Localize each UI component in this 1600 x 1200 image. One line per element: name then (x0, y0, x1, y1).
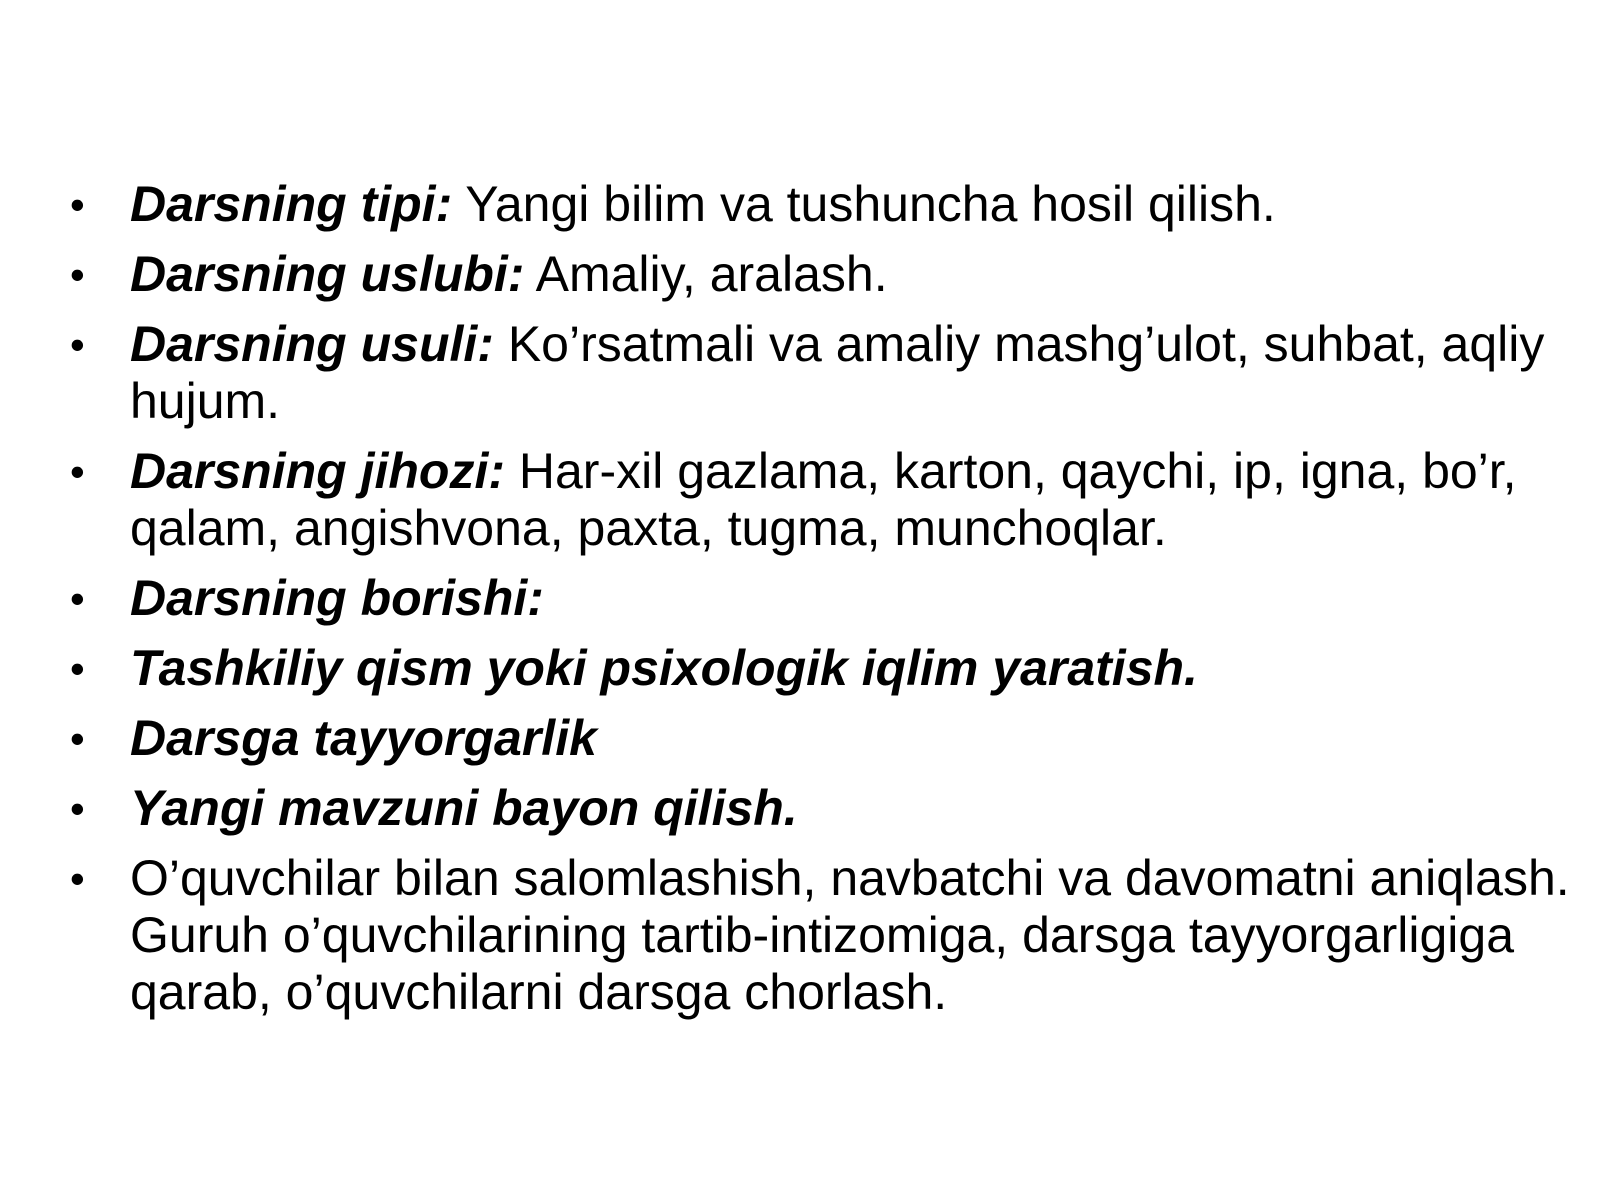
list-item-lesson-style (70, 246, 1570, 303)
list-item-greeting (70, 850, 1570, 1021)
bullet-dot: • (70, 321, 85, 368)
bullet-dot: • (70, 855, 85, 902)
list-item-organizational-part (70, 640, 1570, 697)
list-item-lesson-flow (70, 570, 1570, 627)
bullet-dot: • (70, 715, 85, 762)
item-label: Tashkiliy qism yoki psixologik iqlim yaratish. (130, 640, 1198, 696)
list-item-lesson-type (70, 176, 1570, 233)
bullet-dot: • (70, 181, 85, 228)
item-label: Darsning borishi: (130, 570, 544, 626)
item-text: Yangi bilim va tushuncha hosil qilish. (452, 176, 1276, 232)
item-text: O’quvchilar bilan salomlashish, navbatchi va davomatni aniqlash. Guruh o’quvchilarining tartib-intizomiga, darsga tayyorgarligiga qarab, o’quvchilarni darsga chorlash. (130, 850, 1570, 1020)
item-text: Har-xil gazlama, karton, qaychi, ip, igna, bo’r, qalam, angishvona, paxta, tugma, munchoqlar. (130, 443, 1517, 556)
item-label: Darsning jihozi: (130, 443, 505, 499)
list-item-lesson-equipment (70, 443, 1570, 557)
list-item-lesson-method (70, 316, 1570, 430)
bullet-dot: • (70, 785, 85, 832)
bullet-dot: • (70, 251, 85, 298)
bullet-dot: • (70, 448, 85, 495)
item-label: Darsning uslubi: (130, 246, 525, 302)
item-label: Yangi mavzuni bayon qilish. (130, 780, 798, 836)
list-item-preparation (70, 710, 1570, 767)
bullet-dot: • (70, 575, 85, 622)
item-label: Darsning usuli: (130, 316, 494, 372)
item-text: Amaliy, aralash. (524, 246, 888, 302)
bullet-list (70, 176, 1570, 1034)
item-text: Ko’rsatmali va amaliy mashg’ulot, suhbat, aqliy hujum. (130, 316, 1545, 429)
bullet-dot: • (70, 645, 85, 692)
item-label: Darsning tipi: (130, 176, 453, 232)
item-label: Darsga tayyorgarlik (130, 710, 597, 766)
list-item-new-topic (70, 780, 1570, 837)
